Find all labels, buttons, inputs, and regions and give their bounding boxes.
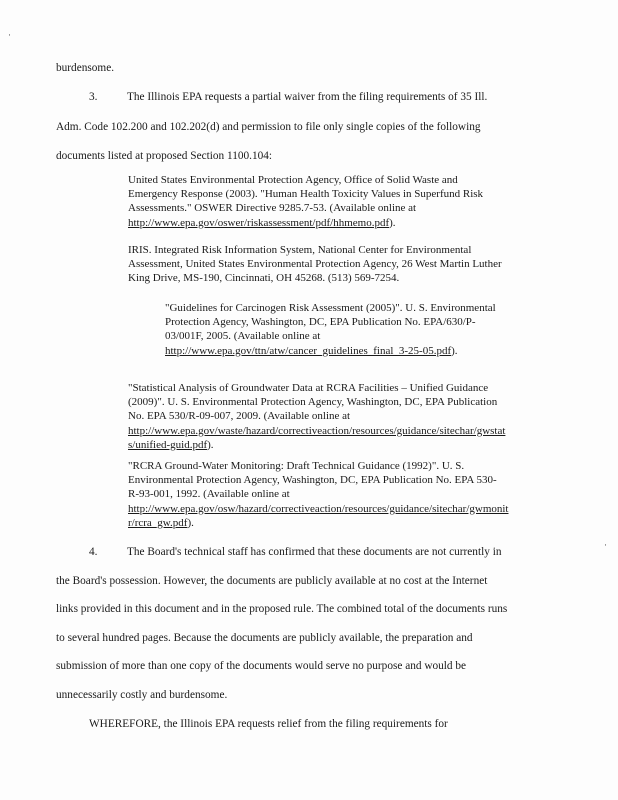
citation-link-tail: ).	[389, 216, 396, 229]
closing-paragraph: WHEREFORE, the Illinois EPA requests relief from the filing requirements for	[89, 718, 448, 730]
citation-line: Assessment, United States Environmental Protection Agency, 26 West Martin Luther	[128, 258, 502, 271]
item-4-line-3: links provided in this document and in the proposed rule. The combined total of the documents runs	[56, 603, 508, 615]
citation-rcra-monitoring	[128, 459, 509, 530]
citation-line: IRIS. Integrated Risk Information System, National Center for Environmental	[128, 244, 472, 256]
citation-statistical-analysis	[128, 381, 505, 452]
item-3-line-3: documents listed at proposed Section 1100.104:	[56, 150, 273, 162]
citation-link-tail: ).	[187, 516, 194, 529]
citation-link[interactable]: s/unified-guid.pdf	[128, 438, 208, 451]
citation-link[interactable]: http://www.epa.gov/ttn/atw/cancer_guidelines_final_3-25-05.pdf	[165, 344, 452, 357]
top-fragment: burdensome.	[56, 62, 115, 74]
item-3-number: 3.	[89, 91, 98, 103]
item-3-line-2: Adm. Code 102.200 and 102.202(d) and permission to file only single copies of the following	[56, 121, 481, 133]
scan-speck: ·	[8, 30, 11, 40]
citation-line: United States Environmental Protection Agency, Office of Solid Waste and	[128, 174, 458, 186]
citation-line: Protection Agency, Washington, DC, EPA Publication No. EPA/630/P-	[165, 316, 476, 329]
citation-line: "Guidelines for Carcinogen Risk Assessment (2005)". U. S. Environmental	[165, 302, 496, 314]
citation-line: (2009)". U. S. Environmental Protection Agency, Washington, DC, EPA Publication	[128, 396, 498, 409]
citation-line: "RCRA Ground-Water Monitoring: Draft Technical Guidance (1992)". U. S.	[128, 460, 465, 472]
scan-speck: ·	[604, 540, 607, 550]
item-4-line-1: The Board's technical staff has confirmed that these documents are not currently in	[127, 546, 502, 558]
citation-link[interactable]: http://www.epa.gov/osw/hazard/correctiveaction/resources/guidance/sitechar/gwmonit	[128, 502, 509, 515]
item-4-line-6: unnecessarily costly and burdensome.	[56, 689, 228, 701]
citation-carcinogen-guidelines	[165, 301, 496, 358]
citation-line: Environmental Protection Agency, Washington, DC, EPA Publication No. EPA 530-	[128, 474, 497, 487]
citation-line: R-93-001, 1992. (Available online at	[128, 488, 290, 501]
item-3-line-1: The Illinois EPA requests a partial waiver from the filing requirements of 35 Ill.	[127, 91, 488, 103]
citation-link[interactable]: r/rcra_gw.pdf	[128, 516, 188, 529]
item-4-number: 4.	[89, 546, 98, 558]
citation-line: No. EPA 530/R-09-007, 2009. (Available online at	[128, 410, 351, 423]
citation-line: Assessments." OSWER Directive 9285.7-53. (Available online at	[128, 202, 417, 215]
citation-link-tail: ).	[207, 438, 214, 451]
item-4-line-2: the Board's possession. However, the documents are publicly available at no cost at the Internet	[56, 575, 488, 587]
citation-line: Emergency Response (2003). "Human Health Toxicity Values in Superfund Risk	[128, 188, 484, 201]
citation-link[interactable]: http://www.epa.gov/waste/hazard/correctiveaction/resources/guidance/sitechar/gwstat	[128, 424, 506, 437]
citation-link[interactable]: http://www.epa.gov/oswer/riskassessment/pdf/hhmemo.pdf	[128, 216, 390, 229]
citation-osw-toxicity	[128, 173, 483, 230]
citation-link-tail: ).	[451, 344, 458, 357]
citation-iris	[128, 243, 502, 286]
item-4-line-5: submission of more than one copy of the documents would serve no purpose and would be	[56, 660, 467, 672]
citation-line: King Drive, MS-190, Cincinnati, OH 45268. (513) 569-7254.	[128, 272, 400, 285]
citation-line: 03/001F, 2005. (Available online at	[165, 330, 321, 343]
citation-line: "Statistical Analysis of Groundwater Data at RCRA Facilities – Unified Guidance	[128, 382, 489, 394]
item-4-line-4: to several hundred pages. Because the documents are publicly available, the preparation and	[56, 632, 473, 644]
